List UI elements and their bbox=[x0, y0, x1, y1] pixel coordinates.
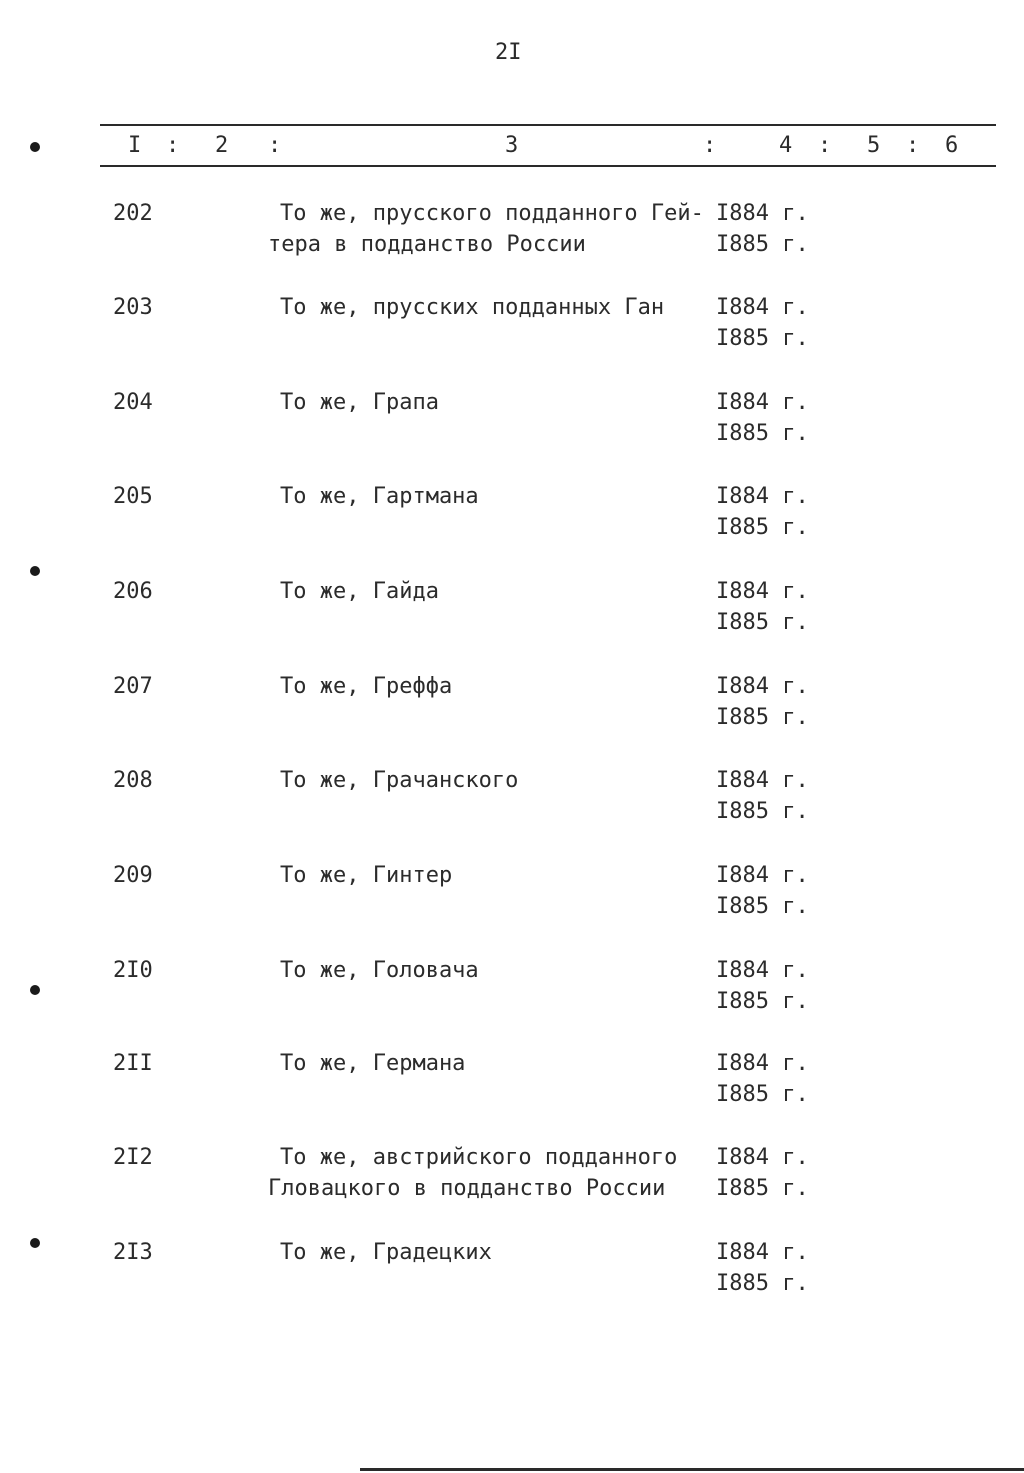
table-top-rule bbox=[100, 124, 996, 126]
row-number: 207 bbox=[113, 674, 153, 699]
header-col-5: 5 bbox=[867, 133, 881, 158]
row-description-line1: То же, Грапа bbox=[280, 390, 439, 415]
row-date-end: I885 г. bbox=[716, 326, 809, 351]
row-dates bbox=[716, 387, 809, 449]
row-dates bbox=[716, 955, 809, 1017]
row-dates bbox=[716, 576, 809, 638]
row-date-end: I885 г. bbox=[716, 515, 809, 540]
row-number: 209 bbox=[113, 863, 153, 888]
row-date-end: I885 г. bbox=[716, 1271, 809, 1296]
row-description bbox=[268, 1048, 698, 1079]
row-dates bbox=[716, 481, 809, 543]
row-date-end: I885 г. bbox=[716, 421, 809, 446]
row-description bbox=[268, 481, 698, 512]
row-date-start: I884 г. bbox=[716, 1145, 809, 1170]
row-number: 202 bbox=[113, 201, 153, 226]
row-description bbox=[268, 860, 698, 891]
row-date-start: I884 г. bbox=[716, 201, 809, 226]
row-description bbox=[268, 198, 704, 260]
row-dates bbox=[716, 765, 809, 827]
header-col-4: 4 bbox=[779, 133, 793, 158]
row-dates bbox=[716, 292, 809, 354]
row-date-start: I884 г. bbox=[716, 579, 809, 604]
row-description-line2: тера в подданство России bbox=[268, 232, 586, 257]
binder-hole-mark bbox=[30, 566, 40, 576]
row-description-line1: То же, Головача bbox=[280, 958, 479, 983]
row-description-line1: То же, Грачанского bbox=[280, 768, 519, 793]
header-col-2: 2 bbox=[215, 133, 229, 158]
row-date-end: I885 г. bbox=[716, 232, 809, 257]
row-description bbox=[268, 1142, 698, 1204]
row-date-start: I884 г. bbox=[716, 295, 809, 320]
binder-hole-mark bbox=[30, 142, 40, 152]
row-date-start: I884 г. bbox=[716, 863, 809, 888]
row-description-line1: То же, Градецких bbox=[280, 1240, 492, 1265]
bottom-edge-rule bbox=[360, 1468, 1024, 1471]
row-number: 2II bbox=[113, 1051, 153, 1076]
table-header-rule bbox=[100, 165, 996, 167]
header-col-3: 3 bbox=[505, 133, 519, 158]
row-date-start: I884 г. bbox=[716, 768, 809, 793]
row-date-start: I884 г. bbox=[716, 1051, 809, 1076]
header-sep-3: : bbox=[703, 133, 717, 158]
row-dates bbox=[716, 198, 809, 260]
header-sep-5: : bbox=[906, 133, 920, 158]
header-col-6: 6 bbox=[945, 133, 959, 158]
row-description-line1: То же, прусских подданных Ган bbox=[280, 295, 665, 320]
row-date-end: I885 г. bbox=[716, 1176, 809, 1201]
row-description bbox=[268, 765, 698, 796]
binder-hole-mark bbox=[30, 1238, 40, 1248]
row-description-line1: То же, Гайда bbox=[280, 579, 439, 604]
row-date-start: I884 г. bbox=[716, 958, 809, 983]
row-number: 204 bbox=[113, 390, 153, 415]
row-date-start: I884 г. bbox=[716, 1240, 809, 1265]
row-description bbox=[268, 955, 698, 986]
row-number: 205 bbox=[113, 484, 153, 509]
row-date-end: I885 г. bbox=[716, 799, 809, 824]
header-col-1: I bbox=[128, 133, 142, 158]
row-dates bbox=[716, 860, 809, 922]
header-sep-1: : bbox=[166, 133, 180, 158]
row-description-line1: То же, австрийского подданного bbox=[280, 1145, 678, 1170]
row-dates bbox=[716, 671, 809, 733]
header-sep-2: : bbox=[268, 133, 282, 158]
binder-hole-mark bbox=[30, 985, 40, 995]
page-number: 2I bbox=[495, 40, 522, 65]
row-number: 203 bbox=[113, 295, 153, 320]
header-sep-4: : bbox=[818, 133, 832, 158]
row-description-line2: Гловацкого в подданство России bbox=[268, 1176, 666, 1201]
row-date-end: I885 г. bbox=[716, 894, 809, 919]
row-number: 208 bbox=[113, 768, 153, 793]
row-dates bbox=[716, 1048, 809, 1110]
row-description bbox=[268, 387, 698, 418]
row-description bbox=[268, 671, 698, 702]
row-number: 2I2 bbox=[113, 1145, 153, 1170]
row-description-line1: То же, Гинтер bbox=[280, 863, 453, 888]
row-description bbox=[268, 576, 698, 607]
row-date-end: I885 г. bbox=[716, 610, 809, 635]
row-description-line1: То же, Германа bbox=[280, 1051, 466, 1076]
row-date-start: I884 г. bbox=[716, 674, 809, 699]
row-number: 206 bbox=[113, 579, 153, 604]
row-description-line1: То же, прусского подданного Гей- bbox=[280, 201, 704, 226]
row-date-end: I885 г. bbox=[716, 705, 809, 730]
row-dates bbox=[716, 1142, 809, 1204]
row-date-start: I884 г. bbox=[716, 390, 809, 415]
row-description bbox=[268, 292, 698, 323]
row-description bbox=[268, 1237, 698, 1268]
row-dates bbox=[716, 1237, 809, 1299]
row-description-line1: То же, Гартмана bbox=[280, 484, 479, 509]
row-date-end: I885 г. bbox=[716, 989, 809, 1014]
row-date-end: I885 г. bbox=[716, 1082, 809, 1107]
row-number: 2I3 bbox=[113, 1240, 153, 1265]
row-description-line1: То же, Греффа bbox=[280, 674, 453, 699]
row-number: 2I0 bbox=[113, 958, 153, 983]
row-date-start: I884 г. bbox=[716, 484, 809, 509]
